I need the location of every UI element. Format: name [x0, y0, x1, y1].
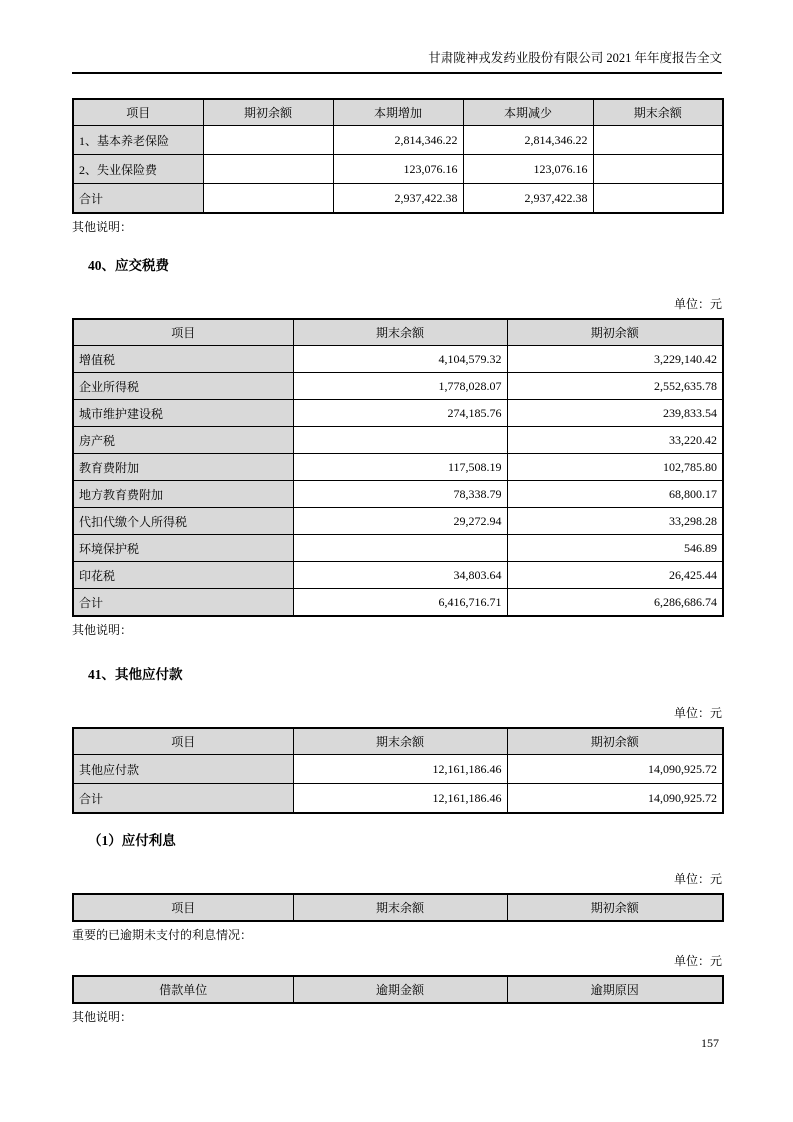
unit-label: 单位：元: [673, 954, 722, 968]
value-cell: 14,090,925.72: [507, 784, 723, 814]
value-cell: 546.89: [507, 535, 723, 562]
value-cell: 2,937,422.38: [463, 184, 593, 214]
item-cell: 企业所得税: [73, 373, 293, 400]
table-row: [73, 400, 723, 427]
item-cell: 合计: [73, 184, 203, 214]
column-header: 期末余额: [293, 728, 507, 755]
table-row: [73, 373, 723, 400]
table-total-row: [73, 784, 723, 814]
value-cell: 2,814,346.22: [333, 126, 463, 155]
value-cell: 2,814,346.22: [463, 126, 593, 155]
unit-label: 单位：元: [673, 706, 722, 720]
item-cell: 城市维护建设税: [73, 400, 293, 427]
value-cell: 12,161,186.46: [293, 784, 507, 814]
column-header: 期末余额: [593, 99, 723, 126]
value-cell: 12,161,186.46: [293, 755, 507, 784]
item-cell: 其他应付款: [73, 755, 293, 784]
value-cell: 6,416,716.71: [293, 589, 507, 617]
value-cell: 102,785.80: [507, 454, 723, 481]
item-cell: 合计: [73, 784, 293, 814]
item-cell: 2、失业保险费: [73, 155, 203, 184]
item-cell: 增值税: [73, 346, 293, 373]
table-row: [73, 427, 723, 454]
other-note: 其他说明：: [72, 220, 133, 234]
table-row: [73, 454, 723, 481]
item-cell: 1、基本养老保险: [73, 126, 203, 155]
column-header: 期初余额: [507, 319, 723, 346]
table-row: [73, 346, 723, 373]
value-cell: 33,220.42: [507, 427, 723, 454]
section-heading-41: 41、其他应付款: [88, 667, 183, 682]
value-cell: [203, 184, 333, 214]
value-cell: 2,937,422.38: [333, 184, 463, 214]
value-cell: 33,298.28: [507, 508, 723, 535]
value-cell: 14,090,925.72: [507, 755, 723, 784]
value-cell: 29,272.94: [293, 508, 507, 535]
value-cell: 123,076.16: [463, 155, 593, 184]
page-number: 157: [701, 1036, 719, 1050]
table-row: [73, 508, 723, 535]
value-cell: 34,803.64: [293, 562, 507, 589]
column-header: 本期减少: [463, 99, 593, 126]
column-header: 期末余额: [293, 319, 507, 346]
table-header-row: [73, 976, 723, 1003]
table-row: [73, 535, 723, 562]
value-cell: 123,076.16: [333, 155, 463, 184]
value-cell: [593, 155, 723, 184]
overdue-interest-note: 重要的已逾期未支付的利息情况：: [72, 928, 253, 942]
column-header: 项目: [73, 728, 293, 755]
value-cell: 68,800.17: [507, 481, 723, 508]
section-heading-41-1: （1）应付利息: [88, 833, 176, 848]
table-row: [73, 562, 723, 589]
value-cell: 26,425.44: [507, 562, 723, 589]
column-header: 期初余额: [507, 894, 723, 921]
value-cell: [203, 126, 333, 155]
taxes-payable-table: [72, 318, 724, 617]
value-cell: [593, 184, 723, 214]
item-cell: 房产税: [73, 427, 293, 454]
other-payables-table: [72, 727, 724, 814]
table-total-row: [73, 589, 723, 617]
value-cell: [593, 126, 723, 155]
other-note: 其他说明：: [72, 1010, 133, 1024]
other-note: 其他说明：: [72, 623, 133, 637]
value-cell: 78,338.79: [293, 481, 507, 508]
column-header: 期初余额: [203, 99, 333, 126]
table-header-row: [73, 99, 723, 126]
column-header: 项目: [73, 99, 203, 126]
table-row: [73, 481, 723, 508]
value-cell: 117,508.19: [293, 454, 507, 481]
value-cell: 1,778,028.07: [293, 373, 507, 400]
value-cell: 3,229,140.42: [507, 346, 723, 373]
interest-payable-table: [72, 893, 724, 922]
value-cell: 274,185.76: [293, 400, 507, 427]
item-cell: 教育费附加: [73, 454, 293, 481]
table-row: [73, 126, 723, 155]
social-insurance-table: [72, 98, 724, 214]
value-cell: [293, 427, 507, 454]
item-cell: 代扣代缴个人所得税: [73, 508, 293, 535]
page-header-title: 甘肃陇神戎发药业股份有限公司 2021 年年度报告全文: [428, 51, 722, 65]
column-header: 本期增加: [333, 99, 463, 126]
column-header: 项目: [73, 319, 293, 346]
table-header-row: [73, 894, 723, 921]
table-row: [73, 755, 723, 784]
item-cell: 合计: [73, 589, 293, 617]
value-cell: 2,552,635.78: [507, 373, 723, 400]
column-header: 逾期金额: [293, 976, 507, 1003]
table-row: [73, 155, 723, 184]
column-header: 借款单位: [73, 976, 293, 1003]
value-cell: 6,286,686.74: [507, 589, 723, 617]
table-header-row: [73, 319, 723, 346]
column-header: 期初余额: [507, 728, 723, 755]
unit-label: 单位：元: [673, 297, 722, 311]
column-header: 期末余额: [293, 894, 507, 921]
overdue-loans-table: [72, 975, 724, 1004]
page-header: [72, 0, 722, 74]
value-cell: 4,104,579.32: [293, 346, 507, 373]
item-cell: 环境保护税: [73, 535, 293, 562]
value-cell: 239,833.54: [507, 400, 723, 427]
column-header: 项目: [73, 894, 293, 921]
unit-label: 单位：元: [673, 872, 722, 886]
value-cell: [203, 155, 333, 184]
page-content: [72, 0, 722, 1025]
table-header-row: [73, 728, 723, 755]
item-cell: 印花税: [73, 562, 293, 589]
value-cell: [293, 535, 507, 562]
table-total-row: [73, 184, 723, 214]
column-header: 逾期原因: [507, 976, 723, 1003]
section-heading-40: 40、应交税费: [88, 258, 169, 273]
item-cell: 地方教育费附加: [73, 481, 293, 508]
